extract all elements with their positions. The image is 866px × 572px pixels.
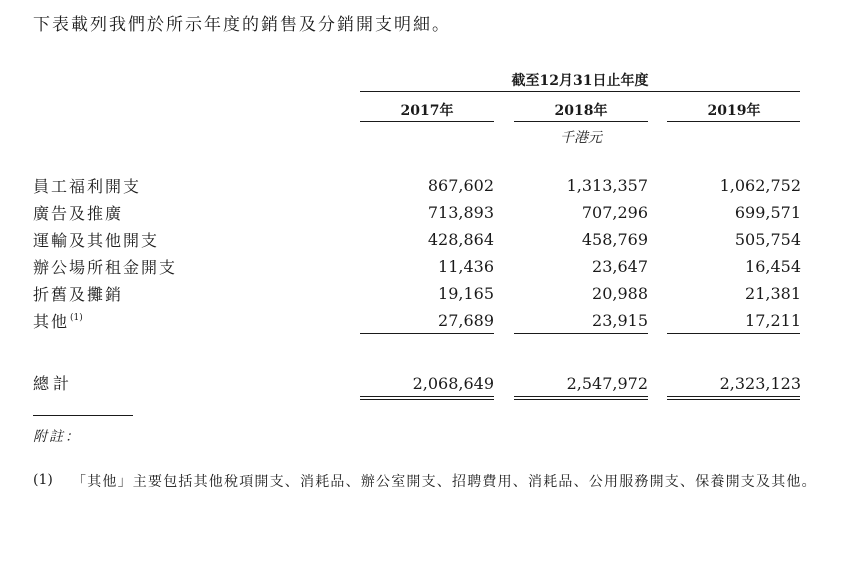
notes-divider xyxy=(33,415,133,416)
notes-heading: 附註： xyxy=(33,429,81,445)
table-row xyxy=(0,307,866,334)
cell-2018: 23,647 xyxy=(592,257,648,276)
subtotal-rule-2019 xyxy=(667,333,800,334)
table-row xyxy=(0,253,866,280)
cell-2018: 458,769 xyxy=(581,230,648,249)
period-header-rule xyxy=(360,91,800,92)
cell-2018: 23,915 xyxy=(592,311,648,330)
table-row xyxy=(0,280,866,307)
row-label: 折舊及攤銷 xyxy=(33,285,124,304)
total-2018: 2,547,972 xyxy=(566,374,648,393)
row-label xyxy=(33,309,83,332)
row-label: 辦公場所租金開支 xyxy=(33,258,178,277)
table-row xyxy=(0,172,866,199)
row-label: 運輸及其他開支 xyxy=(33,231,160,250)
column-rule-2017 xyxy=(360,121,494,122)
total-row xyxy=(0,370,866,394)
cell-2017: 27,689 xyxy=(438,311,494,330)
table-row xyxy=(0,226,866,253)
column-header-2019: 2019年 xyxy=(707,103,761,119)
cell-2017: 11,436 xyxy=(438,257,494,276)
cell-2019: 21,381 xyxy=(745,284,801,303)
period-header: 截至12月31日止年度 xyxy=(511,73,649,89)
intro-paragraph: 下表載列我們於所示年度的銷售及分銷開支明細。 xyxy=(33,15,451,35)
row-label: 廣告及推廣 xyxy=(33,204,124,223)
cell-2019: 699,571 xyxy=(734,203,801,222)
cell-2018: 707,296 xyxy=(581,203,648,222)
footnote-marker: (1) xyxy=(70,313,83,323)
note-number: (1) xyxy=(33,472,53,488)
cell-2017: 19,165 xyxy=(438,284,494,303)
total-double-rule-2019 xyxy=(667,396,800,400)
row-label-text: 其他 xyxy=(33,312,70,331)
cell-2017: 867,602 xyxy=(427,176,494,195)
total-2017: 2,068,649 xyxy=(412,374,494,393)
cell-2018: 1,313,357 xyxy=(566,176,648,195)
cell-2018: 20,988 xyxy=(592,284,648,303)
column-rule-2019 xyxy=(667,121,800,122)
unit-label: 千港元 xyxy=(560,130,602,146)
cell-2019: 1,062,752 xyxy=(719,176,801,195)
table-row xyxy=(0,199,866,226)
total-2019: 2,323,123 xyxy=(719,374,801,393)
table-body xyxy=(0,172,866,334)
total-label: 總計 xyxy=(33,374,74,393)
cell-2017: 713,893 xyxy=(427,203,494,222)
row-label: 員工福利開支 xyxy=(33,177,142,196)
cell-2017: 428,864 xyxy=(427,230,494,249)
subtotal-rule-2017 xyxy=(360,333,494,334)
cell-2019: 16,454 xyxy=(745,257,801,276)
column-header-2018: 2018年 xyxy=(554,103,608,119)
cell-2019: 505,754 xyxy=(734,230,801,249)
column-header-2017: 2017年 xyxy=(400,103,454,119)
total-double-rule-2018 xyxy=(514,396,648,400)
note-text: 「其他」主要包括其他稅項開支、消耗品、辦公室開支、招聘費用、消耗品、公用服務開支、保養開支及其他。 xyxy=(72,474,817,490)
subtotal-rule-2018 xyxy=(514,333,648,334)
total-double-rule-2017 xyxy=(360,396,494,400)
cell-2019: 17,211 xyxy=(745,311,801,330)
column-rule-2018 xyxy=(514,121,648,122)
